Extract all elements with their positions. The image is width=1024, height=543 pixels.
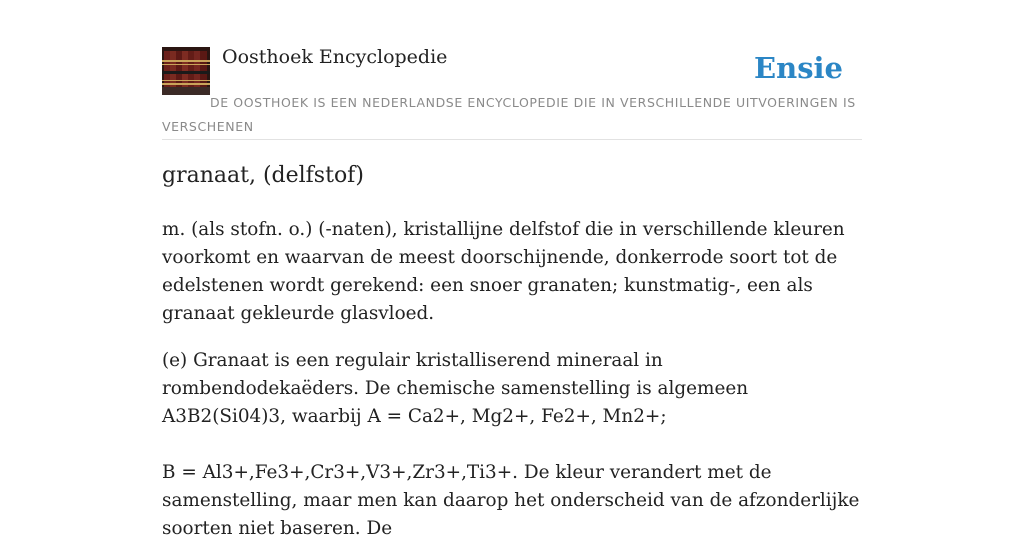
article-paragraph: m. (als stofn. o.) (-naten), kristallijne delfstof die in verschillende kleuren voorkomt en waarvan de meest doorschijnende, donkerrode soort tot de edelstenen wordt gerekend: een snoer granaten; kunstmatig-, een als granaat gekleurde glasvloed. — [162, 219, 845, 324]
site-name[interactable]: Oosthoek Encyclopedie — [222, 46, 448, 68]
article-paragraph: B = Al3+,Fe3+,Cr3+,V3+,Zr3+,Ti3+. De kleur verandert met de samenstelling, maar men kan daarop het onderscheid van de afzonderlijke soorten niet baseren. De — [162, 462, 860, 539]
ensie-logo-link[interactable]: Ensie — [754, 51, 843, 85]
encyclopedia-books-icon[interactable] — [162, 47, 210, 95]
site-tagline: DE OOSTHOEK IS EEN NEDERLANDSE ENCYCLOPEDIE DIE IN VERSCHILLENDE UITVOERINGEN IS VERSCHENEN — [162, 95, 856, 134]
header-divider — [162, 139, 862, 140]
article-title: granaat, (delfstof) — [162, 163, 364, 188]
article-paragraph: (e) Granaat is een regulair kristalliserend mineraal in rombendodekaëders. De chemische samenstelling is algemeen A3B2(Si04)3, waarbij A = Ca2+, Mg2+, Fe2+, Mn2+; — [162, 350, 749, 427]
